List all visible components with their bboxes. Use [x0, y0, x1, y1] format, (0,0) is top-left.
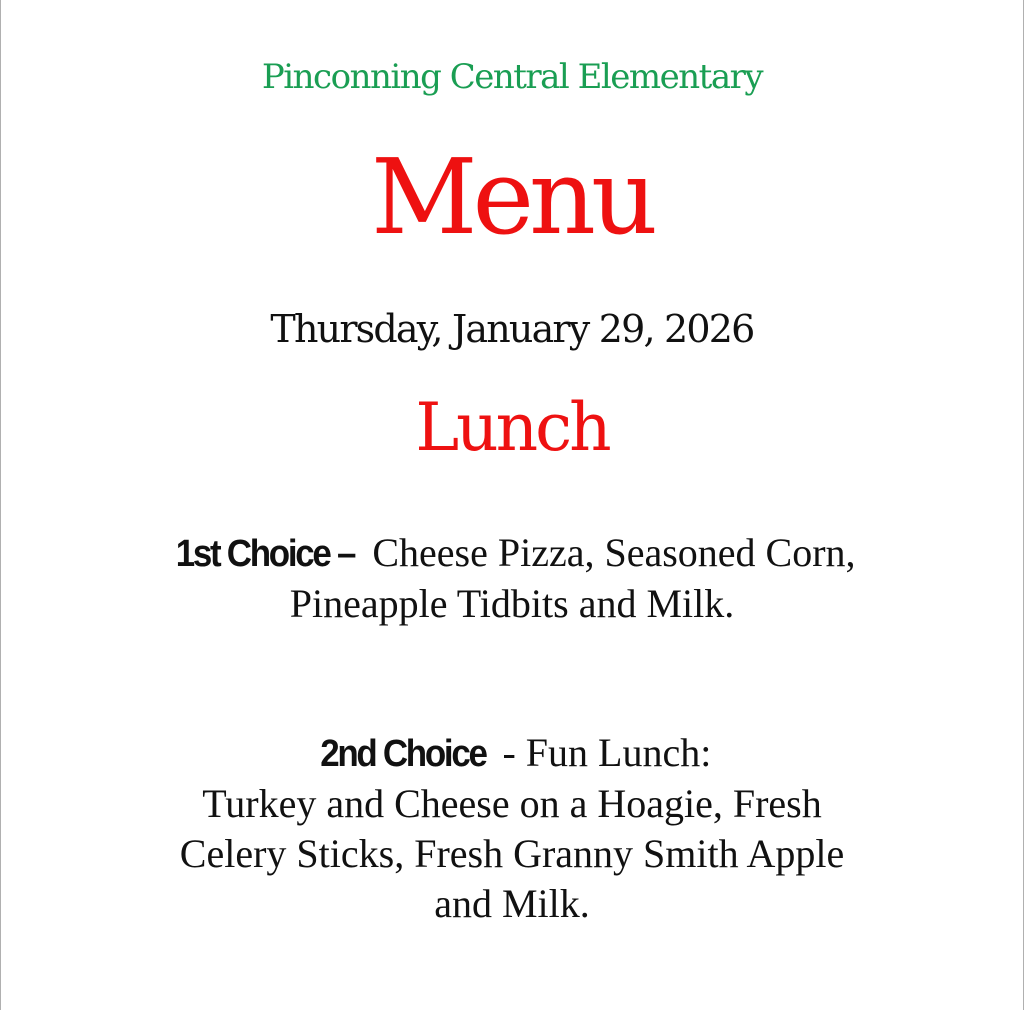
page-title: Menu	[371, 136, 653, 258]
menu-date: Thursday, January 29, 2026	[270, 307, 754, 351]
second-choice-items-3: and Milk.	[434, 881, 590, 926]
meal-heading: Lunch	[415, 389, 609, 466]
first-choice-items-1: Cheese Pizza, Seasoned Corn,	[362, 530, 856, 575]
first-choice	[1, 528, 1023, 629]
school-name: Pinconning Central Elementary	[261, 57, 763, 97]
first-choice-label: 1st Choice –	[176, 533, 355, 575]
second-choice	[1, 728, 1023, 929]
first-choice-items-2: Pineapple Tidbits and Milk.	[289, 581, 735, 626]
first-choice-line-1	[1, 528, 1023, 579]
second-choice-items-2: Celery Sticks, Fresh Granny Smith Apple	[179, 831, 845, 876]
second-choice-subtitle: - Fun Lunch:	[492, 730, 712, 775]
second-choice-items-1: Turkey and Cheese on a Hoagie, Fresh	[202, 781, 822, 826]
second-choice-line-1	[1, 728, 1023, 779]
second-choice-label: 2nd Choice	[319, 733, 486, 775]
